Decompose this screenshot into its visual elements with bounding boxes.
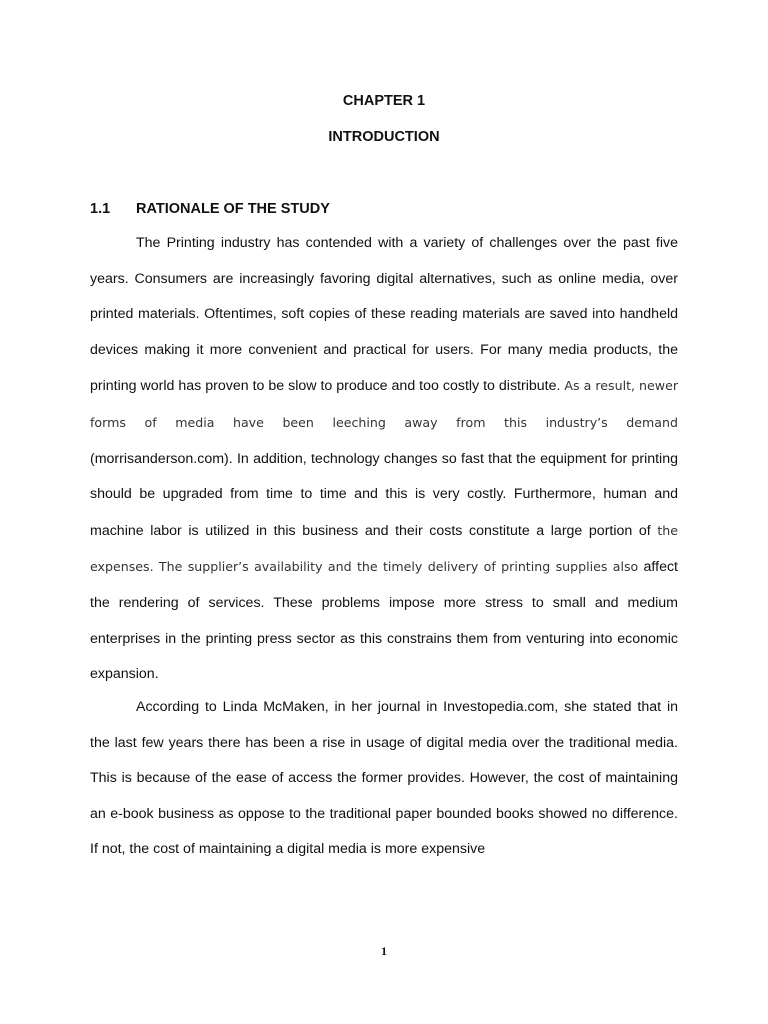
paragraph-rationale — [90, 226, 678, 693]
paragraph-1-part-2: As a result, newer forms of media have been leeching away from this industry’s demand — [90, 378, 679, 430]
chapter-title: INTRODUCTION — [328, 129, 440, 145]
paragraph-2-text: According to Linda McMaken, in her journal in Investopedia.com, she stated that in the last few years there has been a rise in usage of digital media over the traditional media. This is because of the ease of access the former provides. However, the cost of maintaining an e-book business as oppose to the traditional paper bounded books showed no difference. If not, the cost of maintaining a digital media is more expensive — [90, 699, 678, 858]
paragraph-1-part-3: (morrisanderson.com). In addition, technology changes so fast that the equipment for printing should be upgraded from time to time and this is very costly. Furthermore, human and machine labor is utilized in this business and their costs constitute a large portion of — [90, 450, 678, 539]
section-number: 1.1 — [90, 201, 111, 217]
paragraph-mcmaken — [90, 690, 678, 868]
paragraph-1-part-5: affect the rendering of services. These problems impose more stress to small and medium enterprises in the printing press sector as this constrains them from venturing into economic expansion. — [90, 559, 678, 683]
section-title: RATIONALE OF THE STUDY — [136, 201, 330, 217]
chapter-heading: CHAPTER 1 — [342, 93, 426, 109]
paragraph-1-part-4: the expenses. The supplier’s availability and the timely delivery of printing supplies also — [90, 522, 678, 575]
section-heading — [90, 200, 330, 218]
page-number: 1 — [381, 944, 387, 958]
paragraph-1-part-1: The Printing industry has contended with a variety of challenges over the past five years. Consumers are increasingly favoring digital alternatives, such as online media, over printed materials. Oftentimes, soft copies of these reading materials are saved into handheld devices making it more convenient and practical for users. For many media products, the printing world has proven to be slow to produce and too costly to distribute. — [90, 235, 678, 395]
